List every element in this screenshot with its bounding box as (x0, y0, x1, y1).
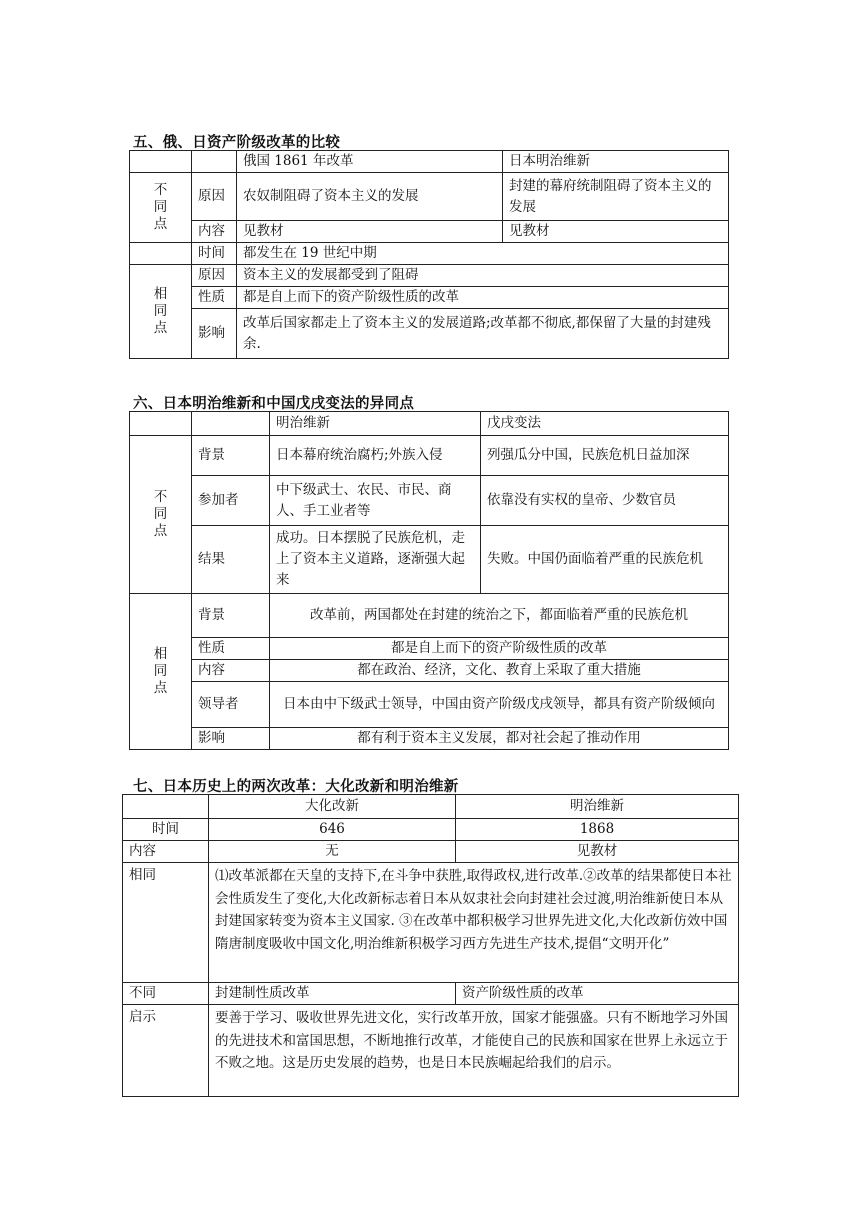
s5-content-japan: 见教材 (503, 221, 729, 243)
s5-col-japan: 日本明治维新 (503, 151, 729, 173)
s7-lesson-value: 要善于学习、吸收世界先进文化，实行改革开放，国家才能强盛。只有不断地学习外国的先进技术和富国思想，不断地推行改革，才能使自己的民族和国家在世界上永远立于不败之地。这是历史发展的趋势，也是日本民族崛起给我们的启示。 (209, 1005, 739, 1097)
section7-table (122, 794, 739, 1097)
s6-part-label: 参加者 (192, 476, 270, 526)
s7-time-label: 时间 (123, 819, 209, 841)
s5-samecause-value: 资本主义的发展都受到了阻碍 (237, 265, 729, 287)
s6-corner (130, 412, 192, 436)
s6-nature-label: 性质 (192, 638, 270, 660)
s5-nature-label: 性质 (192, 287, 237, 309)
s6-leader-value: 日本由中下级武士领导，中国由资产阶级戊戌领导，都具有资产阶级倾向 (270, 682, 729, 728)
s6-samebg-value: 改革前，两国都处在封建的统治之下，都面临着严重的民族危机 (270, 594, 729, 638)
s7-diff-meiji: 资产阶级性质的改革 (456, 983, 739, 1005)
section5-table (129, 150, 729, 359)
s6-content-value: 都在政治、经济，文化、教育上采取了重大措施 (270, 660, 729, 682)
s5-same-label: 相 同 点 (130, 265, 192, 359)
s7-corner (123, 795, 209, 819)
s7-lesson-label: 启示 (123, 1005, 209, 1097)
s6-leader-label: 领导者 (192, 682, 270, 728)
s7-time-taika: 646 (209, 819, 456, 841)
s7-same-value: ⑴改革派都在天皇的支持下,在斗争中获胜,取得政权,进行改革.②改革的结果都使日本社会性质发生了变化,大化改新标志着日本从奴隶社会向封建社会过渡,明治维新使日本从封建国家转变为资本主义国家. ③在改革中都积极学习世界先进文化,大化改新仿效中国隋唐制度吸收中国文化,明治维新积极学习西方先进生产技术,提倡“文明开化” (209, 863, 739, 983)
s5-time-blank (130, 243, 192, 265)
s6-bg-label: 背景 (192, 436, 270, 476)
s7-content-label: 内容 (123, 841, 209, 863)
s5-impact-label: 影响 (192, 309, 237, 359)
s6-impact-value: 都有利于资本主义发展，都对社会起了推动作用 (270, 728, 729, 750)
s6-part-wuxu: 依靠没有实权的皇帝、少数官员 (481, 476, 729, 526)
section7-heading: 七、日本历史上的两次改革：大化改新和明治维新 (133, 779, 459, 795)
s6-diff-label: 不 同 点 (130, 436, 192, 594)
s6-nature-value: 都是自上而下的资产阶级性质的改革 (270, 638, 729, 660)
s6-result-meiji: 成功。日本摆脱了民族危机，走上了资本主义道路，逐渐强大起来 (270, 526, 481, 594)
s6-samebg-label: 背景 (192, 594, 270, 638)
s6-content-label: 内容 (192, 660, 270, 682)
s5-cause-russia: 农奴制阻碍了资本主义的发展 (237, 173, 503, 221)
s6-col-meiji: 明治维新 (270, 412, 481, 436)
s5-samecause-label: 原因 (192, 265, 237, 287)
s5-time-label: 时间 (192, 243, 237, 265)
s6-corner2 (192, 412, 270, 436)
section6-table (129, 411, 729, 750)
s6-impact-label: 影响 (192, 728, 270, 750)
section5-heading: 五、俄、日资产阶级改革的比较 (133, 135, 341, 151)
s5-content-label: 内容 (192, 221, 237, 243)
section6-heading: 六、日本明治维新和中国戊戌变法的异同点 (133, 396, 415, 412)
s6-bg-meiji: 日本幕府统治腐朽;外族入侵 (270, 436, 481, 476)
s6-part-meiji: 中下级武士、农民、市民、商人、手工业者等 (270, 476, 481, 526)
s5-col-russia: 俄国 1861 年改革 (237, 151, 503, 173)
s5-content-russia: 见教材 (237, 221, 503, 243)
s7-col-taika: 大化改新 (209, 795, 456, 819)
s7-content-meiji: 见教材 (456, 841, 739, 863)
s6-bg-wuxu: 列强瓜分中国，民族危机日益加深 (481, 436, 729, 476)
s5-time-value: 都发生在 19 世纪中期 (237, 243, 729, 265)
s5-nature-value: 都是自上而下的资产阶级性质的改革 (237, 287, 729, 309)
s7-diff-taika: 封建制性质改革 (209, 983, 456, 1005)
s6-same-label: 相 同 点 (130, 594, 192, 750)
s5-corner2 (192, 151, 237, 173)
s6-result-wuxu: 失败。中国仍面临着严重的民族危机 (481, 526, 729, 594)
s7-content-taika: 无 (209, 841, 456, 863)
s5-cause-japan: 封建的幕府统制阻碍了资本主义的发展 (503, 173, 729, 221)
s7-same-label: 相同 (123, 863, 209, 983)
s7-diff-label: 不同 (123, 983, 209, 1005)
s6-result-label: 结果 (192, 526, 270, 594)
s5-cause-label: 原因 (192, 173, 237, 221)
s7-col-meiji: 明治维新 (456, 795, 739, 819)
s5-corner (130, 151, 192, 173)
s7-time-meiji: 1868 (456, 819, 739, 841)
s5-impact-value: 改革后国家都走上了资本主义的发展道路;改革都不彻底,都保留了大量的封建残余. (237, 309, 729, 359)
s6-col-wuxu: 戊戌变法 (481, 412, 729, 436)
s5-diff-label: 不 同 点 (130, 173, 192, 243)
